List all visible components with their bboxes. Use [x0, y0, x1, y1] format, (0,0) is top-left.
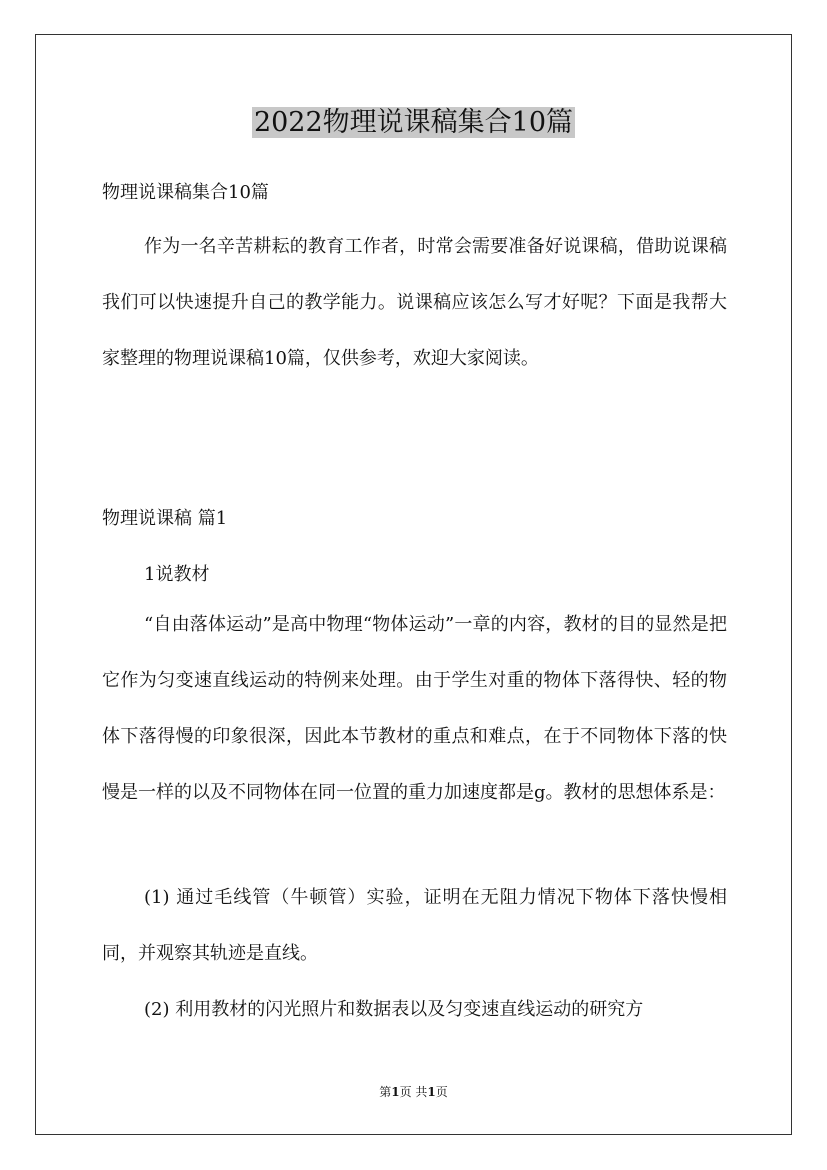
intro-paragraph: 作为一名辛苦耕耘的教育工作者，时常会需要准备好说课稿，借助说课稿我们可以快速提升自己的教学能力。说课稿应该怎么写才好呢？下面是我帮大家整理的物理说课稿10篇，仅供参考，欢迎大家阅读。 [102, 236, 727, 369]
footer-suffix: 页 [435, 1085, 448, 1099]
section-heading: 物理说课稿 篇1 [102, 508, 228, 529]
footer-mid: 页 共 [399, 1085, 428, 1099]
body-paragraph: “自由落体运动”是高中物理“物体运动”一章的内容，教材的目的显然是把它作为匀变速直线运动的特例来处理。由于学生对重的物体下落得快、轻的物体下落得慢的印象很深，因此本节教材的重点和难点，在于不同物体下落的快慢是一样的以及不同物体在同一位置的重力加速度都是g。教材的思想体系是： [102, 614, 727, 803]
footer-page-total: 1 [427, 1085, 436, 1099]
subsection-heading: 1说教材 [144, 564, 210, 585]
footer-page-number: 1 [391, 1085, 400, 1099]
list-item-2: (2) 利用教材的闪光照片和数据表以及匀变速直线运动的研究方 [144, 999, 644, 1020]
page-footer [0, 1082, 827, 1102]
document-title [0, 100, 827, 146]
footer-prefix: 第 [379, 1085, 392, 1099]
document-title-text: 2022物理说课稿集合10篇 [253, 107, 574, 138]
document-subtitle: 物理说课稿集合10篇 [102, 182, 269, 203]
list-item-1: (1) 通过毛线管（牛顿管）实验，证明在无阻力情况下物体下落快慢相同，并观察其轨迹是直线。 [102, 887, 727, 964]
